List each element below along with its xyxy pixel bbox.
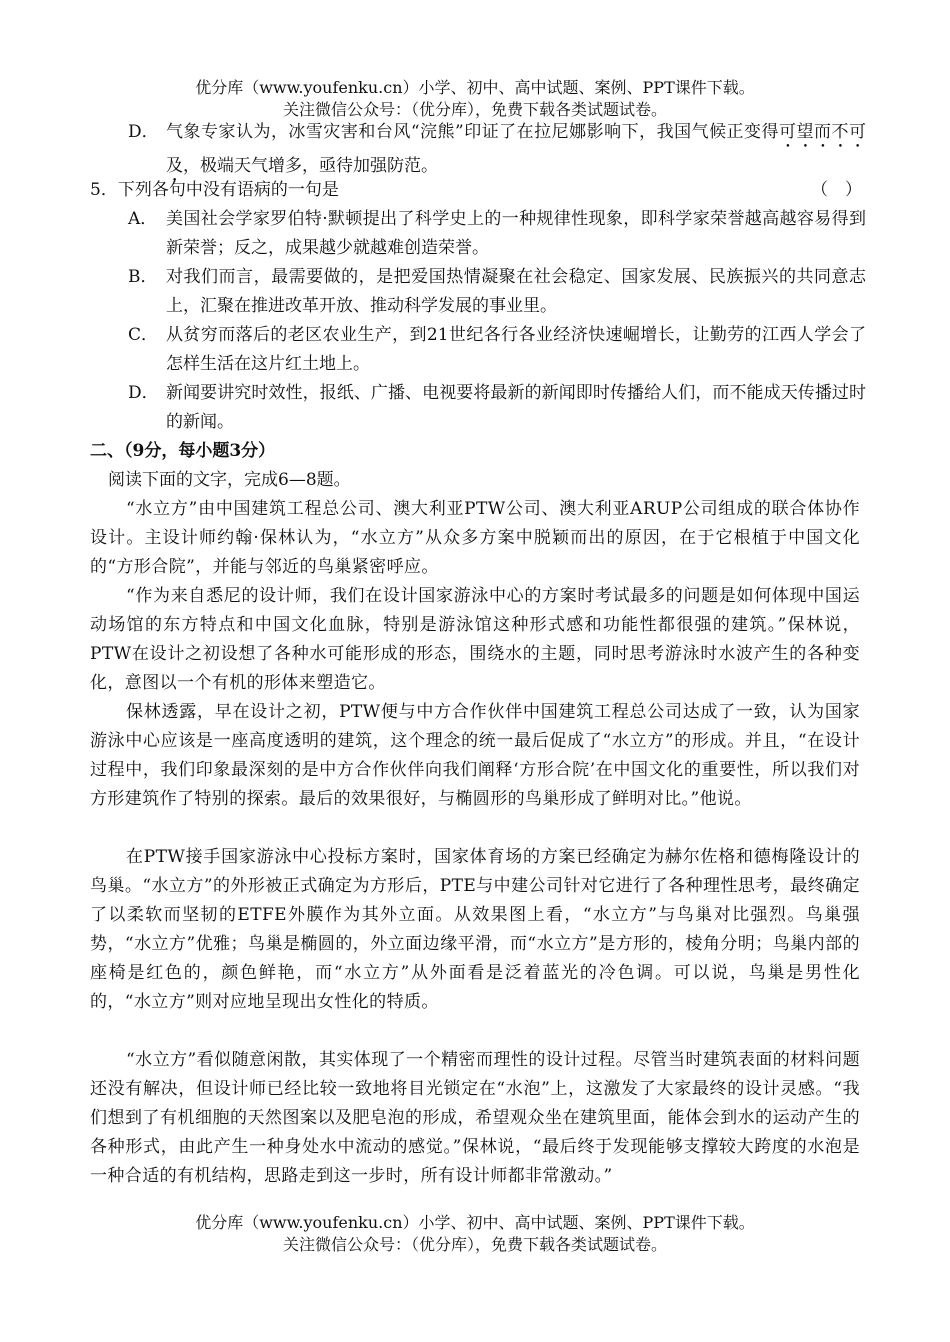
passage-paragraph-2: “作为来自悉尼的设计师，我们在设计国家游泳中心的方案时考试最多的问题是如何体现中国运动场馆的东方特点和中国文化血脉，特别是游泳馆这种形式感和功能性都很强的建筑。”保林说，PTW在设计之初设想了各种水可能形成的形态，围绕水的主题，同时思考游泳时水波产生的各种变化，意图以一个有机的形体来塑造它。: [90, 586, 860, 693]
section-2-title: 二、（9分，每小题3分）: [90, 441, 276, 461]
option-label: D．: [128, 122, 159, 142]
option-text: 从贫穷而落后的老区农业生产，到21世纪各行各业经济快速崛增长，让勤劳的江西人学会了怎样生活在这片红土地上。: [166, 325, 866, 374]
option-label: C．: [128, 325, 159, 345]
passage-paragraph-1: “水立方”由中国建筑工程总公司、澳大利亚PTW公司、澳大利亚ARUP公司组成的联合体协作设计。主设计师约翰·保林认为，“水立方”从众多方案中脱颖而出的原因，在于它根植于中国文化的“方形合院”，并能与邻近的鸟巢紧密呼应。: [90, 499, 860, 577]
footer-line-2: 关注微信公众号：（优分库），免费下载各类试题试卷。: [282, 1235, 667, 1254]
option-text: 新闻要讲究时效性，报纸、广播、电视要将最新的新闻即时传播给人们，而不能成天传播过时的新闻。: [166, 383, 866, 432]
passage-paragraph-4: 在PTW接手国家游泳中心投标方案时，国家体育场的方案已经确定为赫尔佐格和德梅隆设计的鸟巢。“水立方”的外形被正式确定为方形后，PTE与中建公司针对它进行了各种理性思考，最终确定了以柔软而坚韧的ETFE外膜作为其外立面。从效果图上看，“水立方”与鸟巢对比强烈。鸟巢强势，“水立方”优雅；鸟巢是椭圆的，外立面边缘平滑，而“水立方”是方形的，棱角分明；鸟巢内部的座椅是红色的，颜色鲜艳，而“水立方”从外面看是泛着蓝光的冷色调。可以说，鸟巢是男性化的，“水立方”则对应地呈现出女性化的特质。: [90, 847, 860, 1012]
section-2-intro: 阅读下面的文字，完成6—8题。: [108, 470, 351, 490]
footer-watermark: [0, 1212, 950, 1256]
option-label: B．: [128, 267, 158, 287]
q5-option-a: [128, 205, 866, 263]
passage-paragraph-3: 保林透露，早在设计之初，PTW便与中方合作伙伴中国建筑工程总公司达成了一致，认为国家游泳中心应该是一座高度透明的建筑，这个理念的统一最后促成了“水立方”的形成。并且，“在设计过程中，我们印象最深刻的是中方合作伙伴向我们阐释‘方形合院’在中国文化的重要性，所以我们对方形建筑作了特别的探索。最后的效果很好，与椭圆形的鸟巢形成了鲜明对比。”他说。: [90, 702, 860, 809]
question-stem-text: 5．下列各句中没有语病的一句是: [90, 180, 339, 200]
option-text: 美国社会学家罗伯特·默顿提出了科学史上的一种规律性现象，即科学家荣誉越高越容易得到新荣誉；反之，成果越少就越难创造荣誉。: [166, 209, 866, 258]
footer-line-1: 优分库（www.youfenku.cn）小学、初中、高中试题、案例、PPT课件下载。: [195, 1213, 755, 1232]
q5-option-d: [128, 379, 866, 437]
question-5-stem: [90, 176, 862, 205]
header-line-1: 优分库（www.youfenku.cn）小学、初中、高中试题、案例、PPT课件下载。: [195, 78, 755, 97]
q5-option-c: [128, 321, 866, 379]
answer-bracket: （ ）: [811, 180, 862, 200]
passage-paragraph-5: “水立方”看似随意闲散，其实体现了一个精密而理性的设计过程。尽管当时建筑表面的材料问题还没有解决，但设计师已经比较一致地将目光锁定在“水泡”上，这激发了大家最终的设计灵感。“我们想到了有机细胞的天然图案以及肥皂泡的形成，希望观众坐在建筑里面，能体会到水的运动产生的各种形式，由此产生一种身处水中流动的感觉。”保林说，“最后终于发现能够支撑较大跨度的水泡是一种合适的有机结构，思路走到这一步时，所有设计师都非常激动。”: [90, 1050, 860, 1186]
q5-option-b: [128, 263, 866, 321]
header-watermark-top: [0, 77, 950, 121]
option-label: A．: [128, 209, 158, 229]
dotted-phrase: 可望而不可及: [166, 122, 866, 176]
option-label: D．: [128, 383, 159, 403]
header-line-2: 关注微信公众号：（优分库），免费下载各类试题试卷。: [282, 100, 667, 119]
option-text: 气象专家认为，冰雪灾害和台风“浣熊”印证了在拉尼娜影响下，我国气候正变得可望而不可及，极端天气增多，亟待加强防范。: [166, 122, 866, 176]
option-text: 对我们而言，最需要做的，是把爱国热情凝聚在社会稳定、国家发展、民族振兴的共同意志上，汇聚在推进改革开放、推动科学发展的事业里。: [166, 267, 866, 316]
